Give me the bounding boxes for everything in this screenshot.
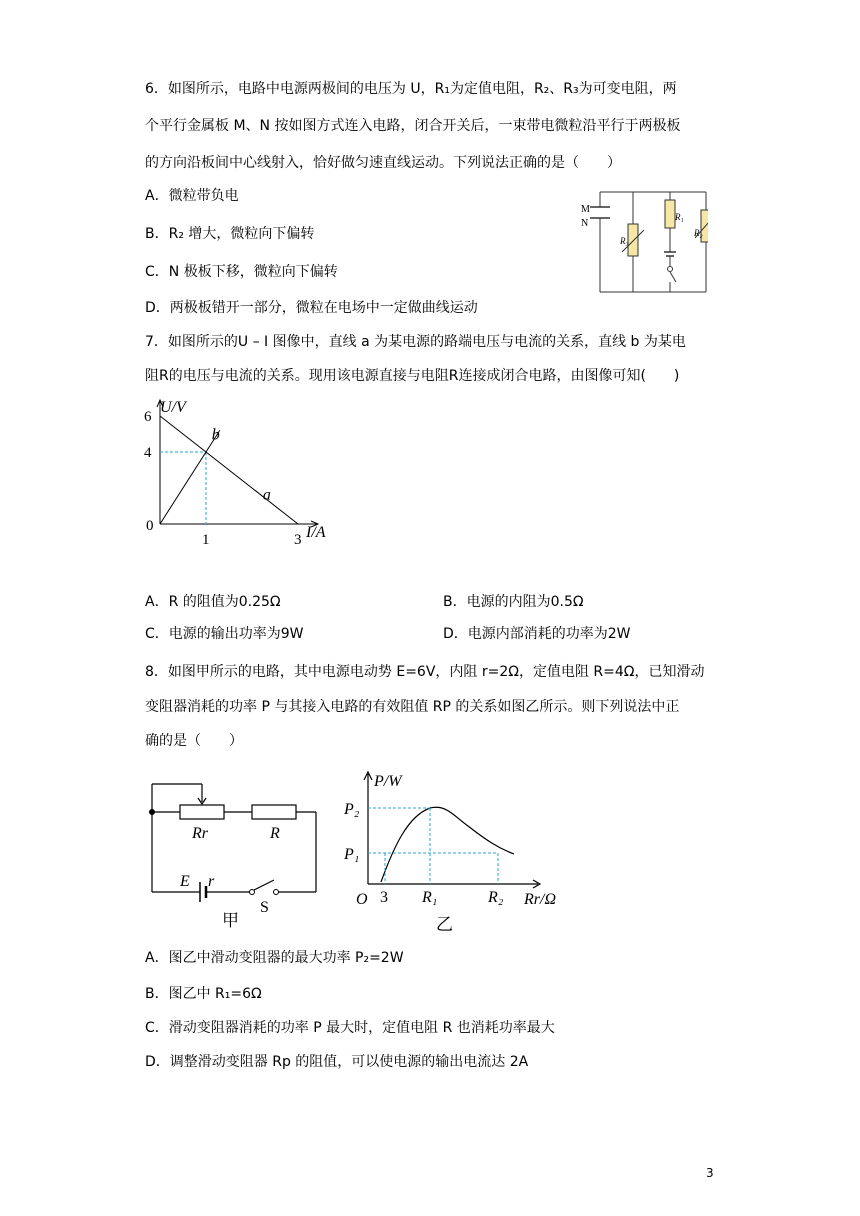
q7-ytick-label: 6 <box>144 409 152 425</box>
q7-ytick-label: 4 <box>144 445 152 461</box>
q8-label-rr: Rr <box>192 825 208 842</box>
q7-ui-graph <box>138 392 338 552</box>
q7-xtick-label: 1 <box>202 532 210 548</box>
q6-label-r1: R₁ <box>675 212 684 222</box>
q7-xtick-label: 3 <box>294 532 302 548</box>
q8-option-c: C．滑动变阻器消耗的功率 P 最大时，定值电阻 R 也消耗功率最大 <box>145 1020 555 1036</box>
q8-caption-yi: 乙 <box>436 915 453 934</box>
q8-label-e: E <box>180 873 190 890</box>
q6-stem-line1: 6．如图所示，电路中电源两极间的电压为 U，R₁为定值电阻，R₂、R₃为可变电阻，两 <box>145 81 677 97</box>
q8-graph-xtick-3: 3 <box>380 889 388 906</box>
q8-label-r-internal: r <box>208 873 215 890</box>
q8-graph-ytick-p1: P₁ <box>344 846 360 863</box>
q7-stem-line1: 7．如图所示的U – I 图像中，直线 a 为某电源的路端电压与电流的关系，直线 b 为某电 <box>145 334 686 350</box>
q6-stem-line2: 个平行金属板 M、N 按如图方式连入电路，闭合开关后，一束带电微粒沿平行于两极板 <box>145 118 681 134</box>
q6-label-n: N <box>581 218 589 229</box>
q7-series-label-a: a <box>262 486 271 504</box>
q8-graph-xlabel: Rr/Ω <box>524 891 557 908</box>
q6-label-r2: R₂ <box>694 228 703 238</box>
q8-circuit-diagram <box>142 776 332 936</box>
q7-option-d: D．电源内部消耗的功率为2W <box>443 626 631 642</box>
q8-option-a: A．图乙中滑动变阻器的最大功率 P₂=2W <box>145 950 404 966</box>
q8-graph-xtick-r1: R₁ <box>422 889 438 906</box>
q8-graph-origin: O <box>356 891 368 908</box>
q8-caption-jia: 甲 <box>222 911 239 930</box>
q7-xlabel: I/A <box>306 524 326 541</box>
q8-stem-line1: 8．如图甲所示的电路，其中电源电动势 E=6V，内阻 r=2Ω，定值电阻 R=4Ω，已知滑动 <box>145 664 705 680</box>
q7-series-line-b <box>160 430 220 524</box>
q6-label-m: M <box>581 204 590 215</box>
q6-circuit-figure <box>578 190 708 298</box>
q8-graph-ylabel: P/W <box>374 773 402 790</box>
q7-option-b: B．电源的内阻为0.5Ω <box>443 594 584 610</box>
q8-option-b: B．图乙中 R₁=6Ω <box>145 986 262 1002</box>
page-number: 3 <box>706 1166 714 1180</box>
q7-origin-label: 0 <box>146 518 154 534</box>
q6-label-r3: R₃ <box>620 236 629 246</box>
q8-stem-line3: 确的是（ ） <box>145 733 243 749</box>
q7-option-a: A．R 的阻值为0.25Ω <box>145 594 281 610</box>
q7-series-label-b: b <box>211 426 220 444</box>
q6-option-c: C．N 极板下移，微粒向下偏转 <box>145 264 338 280</box>
q7-series-line-a <box>160 416 298 524</box>
q6-option-d: D．两极板错开一部分，微粒在电场中一定做曲线运动 <box>145 300 478 316</box>
q8-graph-ytick-p2: P₂ <box>344 801 360 818</box>
q8-graph-xtick-r2: R₂ <box>488 889 504 906</box>
q8-label-r: R <box>270 825 280 842</box>
q7-stem-line2: 阻R的电压与电流的关系。现用该电源直接与电阻R连接成闭合电路，由图像可知( ) <box>145 368 680 384</box>
q6-option-b: B．R₂ 增大，微粒向下偏转 <box>145 226 315 242</box>
q8-label-s: S <box>260 899 269 916</box>
q6-option-a: A．微粒带负电 <box>145 188 239 204</box>
q8-power-graph <box>338 766 578 936</box>
q8-option-d: D．调整滑动变阻器 Rp 的阻值，可以使电源的输出电流达 2A <box>145 1054 529 1070</box>
q7-ylabel: U/V <box>160 399 186 416</box>
q7-option-c: C．电源的输出功率为9W <box>145 626 304 642</box>
q8-stem-line2: 变阻器消耗的功率 P 与其接入电路的有效阻值 RP 的关系如图乙所示。则下列说法中正 <box>145 699 680 715</box>
q6-stem-line3: 的方向沿板间中心线射入，恰好做匀速直线运动。下列说法正确的是（ ） <box>145 155 621 171</box>
